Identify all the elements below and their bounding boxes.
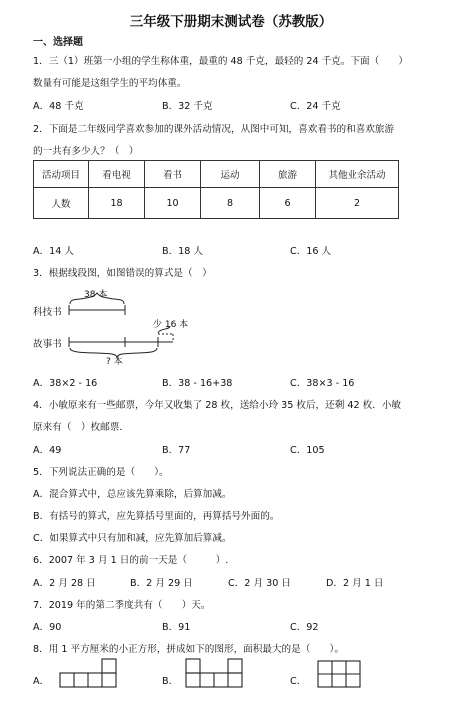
label-unknown-books: ? 本 bbox=[106, 357, 123, 367]
q5-option-c[interactable]: C．如果算式中只有加和减，应先算加后算减。 bbox=[33, 533, 232, 544]
q2-text-line2: 的一共有多少人？（ ） bbox=[33, 146, 139, 157]
label-38-books: 38 本 bbox=[84, 290, 108, 300]
q5-option-a[interactable]: A．混合算式中，总应该先算乘除，后算加减。 bbox=[33, 489, 232, 500]
q5-option-b[interactable]: B．有括号的算式，应先算括号里面的，再算括号外面的。 bbox=[33, 511, 280, 522]
q4-text-line2: 原来有（ ）枚邮票． bbox=[33, 422, 129, 433]
q7-text-line1: 7．2019 年的第二季度共有（ ）天。 bbox=[33, 600, 211, 611]
q2-option-b[interactable]: B．18 人 bbox=[162, 246, 204, 257]
q2-option-c[interactable]: C．16 人 bbox=[290, 246, 332, 257]
q8-option-c[interactable]: C． bbox=[290, 676, 307, 687]
q3-text-line1: 3．根据线段图，如图错误的算式是（ ） bbox=[33, 268, 212, 279]
table-header-cell: 其他业余活动 bbox=[316, 161, 399, 188]
q3-option-a[interactable]: A．38×2 - 16 bbox=[33, 378, 98, 389]
table-header-cell: 活动项目 bbox=[34, 161, 89, 188]
q8-option-a[interactable]: A． bbox=[33, 676, 50, 687]
label-less-16: 少 16 本 bbox=[153, 320, 189, 330]
q4-text-line1: 4．小敏原来有一些邮票，今年又收集了 28 枚，送给小玲 35 枚后，还剩 42 枚．小敏 bbox=[33, 400, 402, 411]
q7-option-c[interactable]: C．92 bbox=[290, 622, 319, 633]
q4-option-c[interactable]: C．105 bbox=[290, 445, 325, 456]
q6-option-a[interactable]: A．2 月 28 日 bbox=[33, 578, 96, 589]
table-cell: 10 bbox=[145, 188, 201, 219]
table-header-cell: 看书 bbox=[145, 161, 201, 188]
q1-text-line2: 数量有可能是这组学生的平均体重。 bbox=[33, 78, 187, 89]
q7-option-a[interactable]: A．90 bbox=[33, 622, 62, 633]
q4-option-a[interactable]: A．49 bbox=[33, 445, 62, 456]
table-cell: 6 bbox=[260, 188, 316, 219]
q6-option-c[interactable]: C．2 月 30 日 bbox=[228, 578, 291, 589]
table-cell: 8 bbox=[201, 188, 260, 219]
table-header-cell: 旅游 bbox=[260, 161, 316, 188]
q2-option-a[interactable]: A．14 人 bbox=[33, 246, 75, 257]
q3-option-c[interactable]: C．38×3 - 16 bbox=[290, 378, 355, 389]
q6-text-line1: 6．2007 年 3 月 1 日的前一天是（ ）. bbox=[33, 555, 229, 566]
q8-option-b[interactable]: B． bbox=[162, 676, 179, 687]
q1-option-c[interactable]: C．24 千克 bbox=[290, 101, 341, 112]
figure-c bbox=[318, 661, 360, 687]
table-header-cell: 运动 bbox=[201, 161, 260, 188]
q6-option-b[interactable]: B．2 月 29 日 bbox=[130, 578, 193, 589]
q1-option-a[interactable]: A．48 千克 bbox=[33, 101, 84, 112]
q5-text-line1: 5．下列说法正确的是（ ）。 bbox=[33, 467, 169, 478]
q3-option-b[interactable]: B．38 - 16+38 bbox=[162, 378, 233, 389]
q1-text-line1: 1．三（1）班第一小组的学生称体重，最重的 48 千克，最轻的 24 千克。下面（ ） bbox=[33, 56, 409, 67]
page-title: 三年级下册期末测试卷（苏教版） bbox=[129, 14, 333, 30]
q6-option-d[interactable]: D．2 月 1 日 bbox=[326, 578, 384, 589]
figure-a bbox=[60, 659, 116, 687]
label-story-books: 故事书 bbox=[33, 339, 62, 350]
table-cell: 18 bbox=[89, 188, 145, 219]
section-heading: 一、选择题 bbox=[33, 37, 83, 48]
q1-option-b[interactable]: B．32 千克 bbox=[162, 101, 213, 112]
q4-option-b[interactable]: B．77 bbox=[162, 445, 191, 456]
table-header-cell: 看电视 bbox=[89, 161, 145, 188]
table-cell: 2 bbox=[316, 188, 399, 219]
figure-b bbox=[186, 659, 242, 687]
q2-text-line1: 2．下面是二年级同学喜欢参加的课外活动情况，从图中可知，喜欢看书的和喜欢旅游 bbox=[33, 124, 395, 135]
q7-option-b[interactable]: B．91 bbox=[162, 622, 191, 633]
q8-text-line1: 8．用 1 平方厘米的小正方形，拼成如下的图形，面积最大的是（ ）。 bbox=[33, 644, 344, 655]
label-science-books: 科技书 bbox=[33, 307, 62, 318]
table-cell: 人数 bbox=[34, 188, 89, 219]
